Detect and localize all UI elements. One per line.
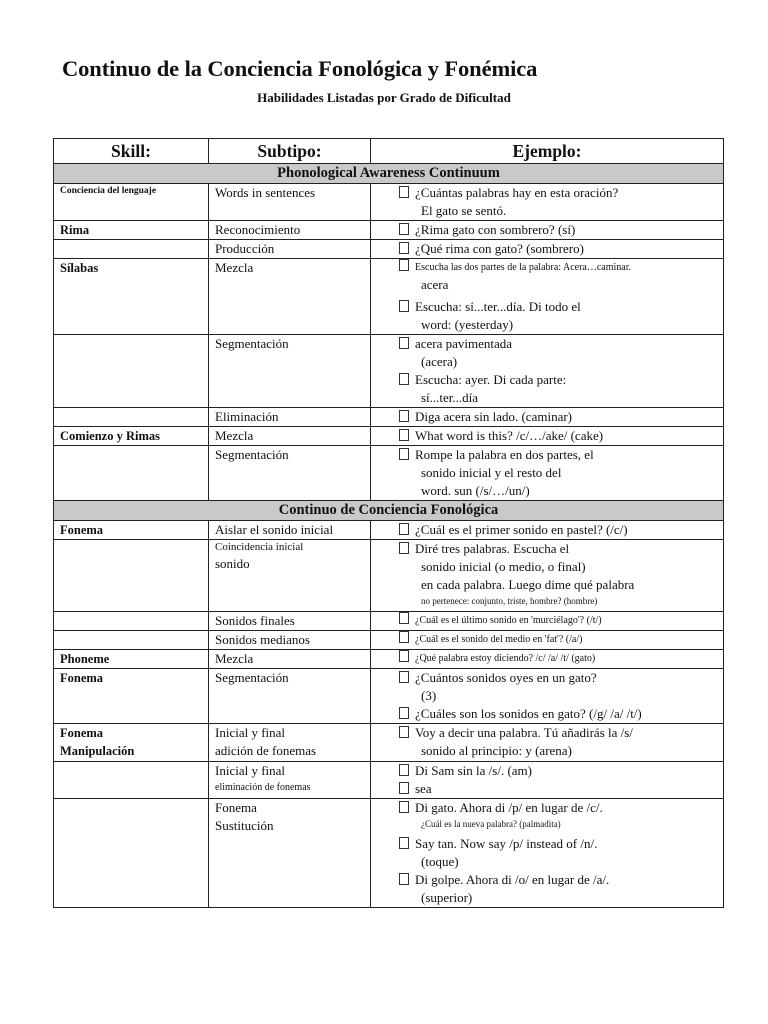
checkbox-icon	[399, 764, 409, 776]
band-row	[54, 501, 724, 521]
checkbox-icon	[399, 523, 409, 535]
skill-cell	[54, 799, 209, 908]
table-row	[54, 408, 724, 427]
example-cell: Diré tres palabras. Escucha el sonido inicial (o medio, o final) en cada palabra. Luego dime qué palabra no pertenece: conjunto, triste, hombre? (hombre)	[371, 540, 724, 612]
subtipo-cell: Mezcla	[209, 650, 371, 669]
page-subtitle: Habilidades Listadas por Grado de Dificultad	[257, 90, 511, 105]
checkbox-icon	[399, 337, 409, 349]
skill-cell	[54, 540, 209, 612]
subtipo-cell: Fonema Sustitución	[209, 799, 371, 908]
subtipo-cell: Coincidencia inicial sonido	[209, 540, 371, 612]
page-title: Continuo de la Conciencia Fonológica y Fonémica	[62, 56, 538, 81]
checkbox-icon	[399, 542, 409, 554]
subtipo-cell: Aislar el sonido inicial	[209, 521, 371, 540]
table-row	[54, 240, 724, 259]
checkbox-icon	[399, 707, 409, 719]
table-row	[54, 335, 724, 408]
checkbox-icon	[399, 837, 409, 849]
skill-cell: Fonema	[54, 521, 209, 540]
table-row	[54, 540, 724, 612]
header-ejemplo: Ejemplo:	[371, 139, 724, 164]
table-row	[54, 631, 724, 650]
checkbox-icon	[399, 726, 409, 738]
skill-cell	[54, 446, 209, 501]
checkbox-icon	[399, 186, 409, 198]
subtipo-cell: Eliminación	[209, 408, 371, 427]
skill-cell	[54, 335, 209, 408]
example-cell: ¿Cuál es el sonido del medio en 'fat'? (/a/)	[371, 631, 724, 650]
subtipo-cell: Sonidos medianos	[209, 631, 371, 650]
skill-cell: Comienzo y Rimas	[54, 427, 209, 446]
skill-cell: Conciencia del lenguaje	[54, 184, 209, 221]
skill-cell: Fonema Manipulación	[54, 724, 209, 762]
example-cell: ¿Cuál es el primer sonido en pastel? (/c/)	[371, 521, 724, 540]
skill-cell	[54, 408, 209, 427]
subtipo-cell: Inicial y final eliminación de fonemas	[209, 762, 371, 799]
checkbox-icon	[399, 801, 409, 813]
table-row	[54, 762, 724, 799]
band-label: Phonological Awareness Continuum	[54, 164, 724, 184]
table-row	[54, 221, 724, 240]
checkbox-icon	[399, 873, 409, 885]
example-cell: ¿Qué palabra estoy diciendo? /c/ /a/ /t/ (gato)	[371, 650, 724, 669]
band-row	[54, 164, 724, 184]
checkbox-icon	[399, 223, 409, 235]
table-header-row	[54, 139, 724, 164]
table-row	[54, 427, 724, 446]
table-row	[54, 612, 724, 631]
example-cell: acera pavimentada (acera) Escucha: ayer. Di cada parte: sí...ter...día	[371, 335, 724, 408]
subtipo-cell: Mezcla	[209, 427, 371, 446]
checkbox-icon	[399, 671, 409, 683]
table-row	[54, 259, 724, 335]
checkbox-icon	[399, 259, 409, 271]
header-skill: Skill:	[54, 139, 209, 164]
skill-cell: Rima	[54, 221, 209, 240]
example-cell: ¿Cuántos sonidos oyes en un gato? (3) ¿Cuáles son los sonidos en gato? (/g/ /a/ /t/)	[371, 669, 724, 724]
example-cell: Diga acera sin lado. (caminar)	[371, 408, 724, 427]
subtipo-cell: Reconocimiento	[209, 221, 371, 240]
example-cell: Rompe la palabra en dos partes, el sonido inicial y el resto del word. sun (/s/…/un/)	[371, 446, 724, 501]
table-row	[54, 669, 724, 724]
subtipo-cell: Words in sentences	[209, 184, 371, 221]
skills-table	[53, 138, 724, 908]
example-cell: Voy a decir una palabra. Tú añadirás la /s/ sonido al principio: y (arena)	[371, 724, 724, 762]
example-cell: Di gato. Ahora di /p/ en lugar de /c/. ¿Cuál es la nueva palabra? (palmadita) Say tan. Now say /p/ instead of /n/. (toque) Di golpe. Ahora di /o/ en lugar de /a/. (superior)	[371, 799, 724, 908]
subtipo-cell: Mezcla	[209, 259, 371, 335]
table-row	[54, 799, 724, 908]
example-cell: ¿Rima gato con sombrero? (sí)	[371, 221, 724, 240]
example-cell: ¿Cuántas palabras hay en esta oración? El gato se sentó.	[371, 184, 724, 221]
checkbox-icon	[399, 429, 409, 441]
skill-cell	[54, 612, 209, 631]
example-cell: What word is this? /c/…/ake/ (cake)	[371, 427, 724, 446]
table-row	[54, 184, 724, 221]
skill-cell: Phoneme	[54, 650, 209, 669]
subtipo-cell: Producción	[209, 240, 371, 259]
checkbox-icon	[399, 242, 409, 254]
table-row	[54, 650, 724, 669]
example-cell: ¿Cuál es el último sonido en 'murciélago'? (/t/)	[371, 612, 724, 631]
table-row	[54, 446, 724, 501]
checkbox-icon	[399, 300, 409, 312]
band-label: Continuo de Conciencia Fonológica	[54, 501, 724, 521]
subtipo-cell: Inicial y final adición de fonemas	[209, 724, 371, 762]
checkbox-icon	[399, 631, 409, 643]
table-row	[54, 521, 724, 540]
skill-cell: Fonema	[54, 669, 209, 724]
checkbox-icon	[399, 448, 409, 460]
subtipo-cell: Segmentación	[209, 669, 371, 724]
subtipo-cell: Segmentación	[209, 335, 371, 408]
table-row	[54, 724, 724, 762]
example-cell: ¿Qué rima con gato? (sombrero)	[371, 240, 724, 259]
subtipo-cell: Segmentación	[209, 446, 371, 501]
checkbox-icon	[399, 650, 409, 662]
checkbox-icon	[399, 410, 409, 422]
skill-cell	[54, 762, 209, 799]
header-subtipo: Subtipo:	[209, 139, 371, 164]
skill-cell: Sílabas	[54, 259, 209, 335]
skill-cell	[54, 240, 209, 259]
subtipo-cell: Sonidos finales	[209, 612, 371, 631]
checkbox-icon	[399, 612, 409, 624]
skill-cell	[54, 631, 209, 650]
checkbox-icon	[399, 373, 409, 385]
example-cell: Escucha las dos partes de la palabra: Acera…caminar. acera Escucha: sí...ter...día. Di todo el word: (yesterday)	[371, 259, 724, 335]
example-cell: Di Sam sin la /s/. (am) sea	[371, 762, 724, 799]
checkbox-icon	[399, 782, 409, 794]
